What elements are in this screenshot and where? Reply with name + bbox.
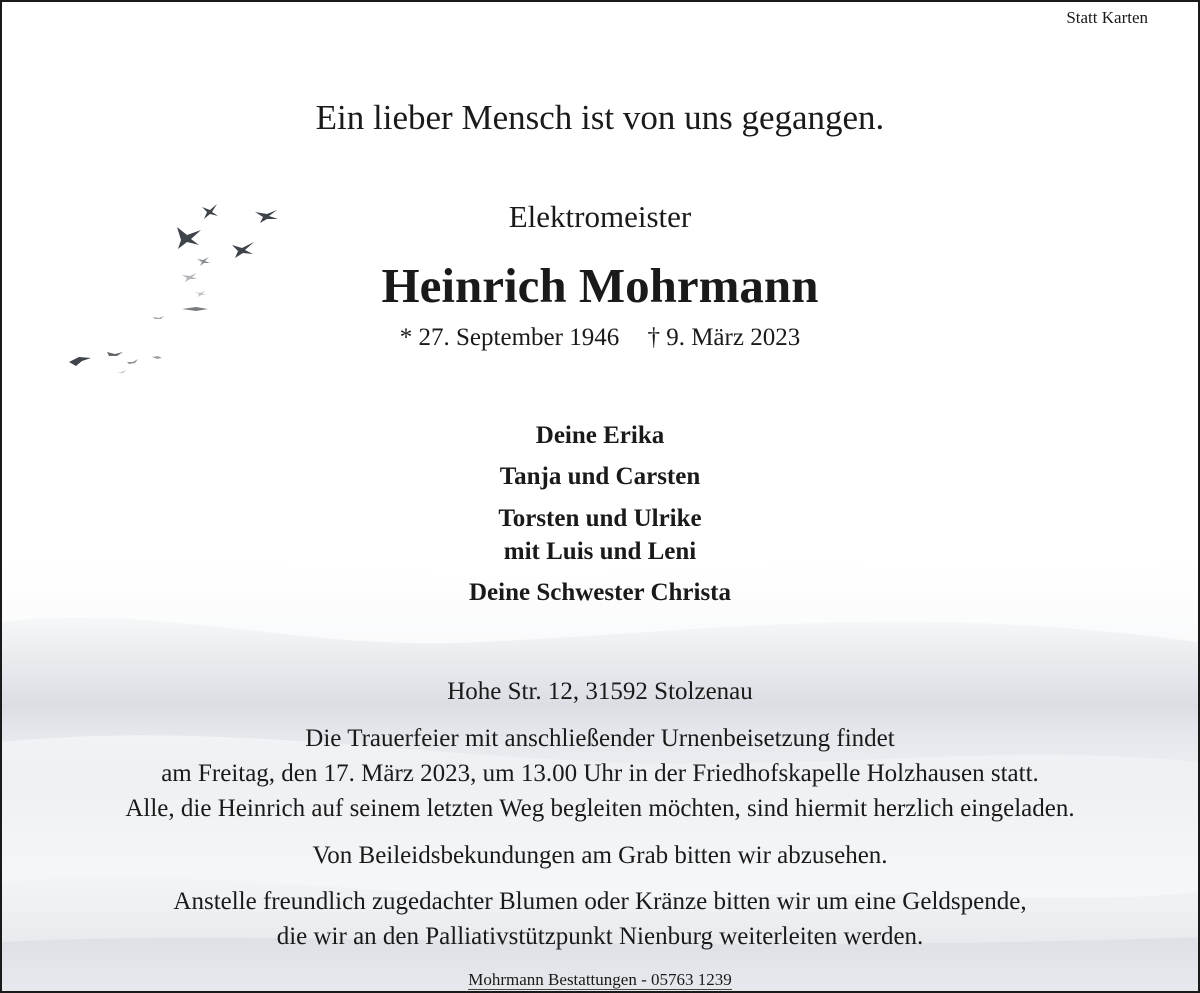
mourner-line: Tanja und Carsten bbox=[499, 463, 701, 490]
ceremony-line: Alle, die Heinrich auf seinem letzten Weg begleiten möchten, sind hiermit herzlich eingeladen. bbox=[125, 795, 1075, 822]
mourner-line: Torsten und Ulrike bbox=[498, 505, 702, 532]
mourner-line: Deine Schwester Christa bbox=[469, 579, 731, 606]
funeral-home-footer bbox=[2, 970, 1198, 990]
donation-line: Anstelle freundlich zugedachter Blumen oder Kränze bitten wir um eine Geldspende, bbox=[173, 888, 1027, 915]
life-dates bbox=[2, 324, 1198, 352]
condolence-note: Von Beileidsbekundungen am Grab bitten wir abzusehen. bbox=[312, 842, 888, 869]
funeral-home-contact: Mohrmann Bestattungen - 05763 1239 bbox=[468, 970, 732, 989]
birth-date: * 27. September 1946 bbox=[399, 324, 620, 351]
ceremony-line: am Freitag, den 17. März 2023, um 13.00 Uhr in der Friedhofskapelle Holzhausen statt. bbox=[161, 760, 1039, 787]
deceased-name: Heinrich Mohrmann bbox=[381, 258, 819, 313]
address: Hohe Str. 12, 31592 Stolzenau bbox=[447, 678, 753, 705]
mourner-line: mit Luis und Leni bbox=[503, 538, 697, 565]
ceremony-line: Die Trauerfeier mit anschließender Urnenbeisetzung findet bbox=[305, 725, 895, 752]
mourner-line: Deine Erika bbox=[535, 422, 665, 449]
death-date: † 9. März 2023 bbox=[647, 324, 801, 351]
statt-karten-note: Statt Karten bbox=[1066, 8, 1148, 27]
profession: Elektromeister bbox=[508, 199, 692, 234]
opening-line: Ein lieber Mensch ist von uns gegangen. bbox=[315, 98, 885, 137]
donation-line: die wir an den Palliativstützpunkt Nienburg weiterleiten werden. bbox=[276, 923, 924, 950]
